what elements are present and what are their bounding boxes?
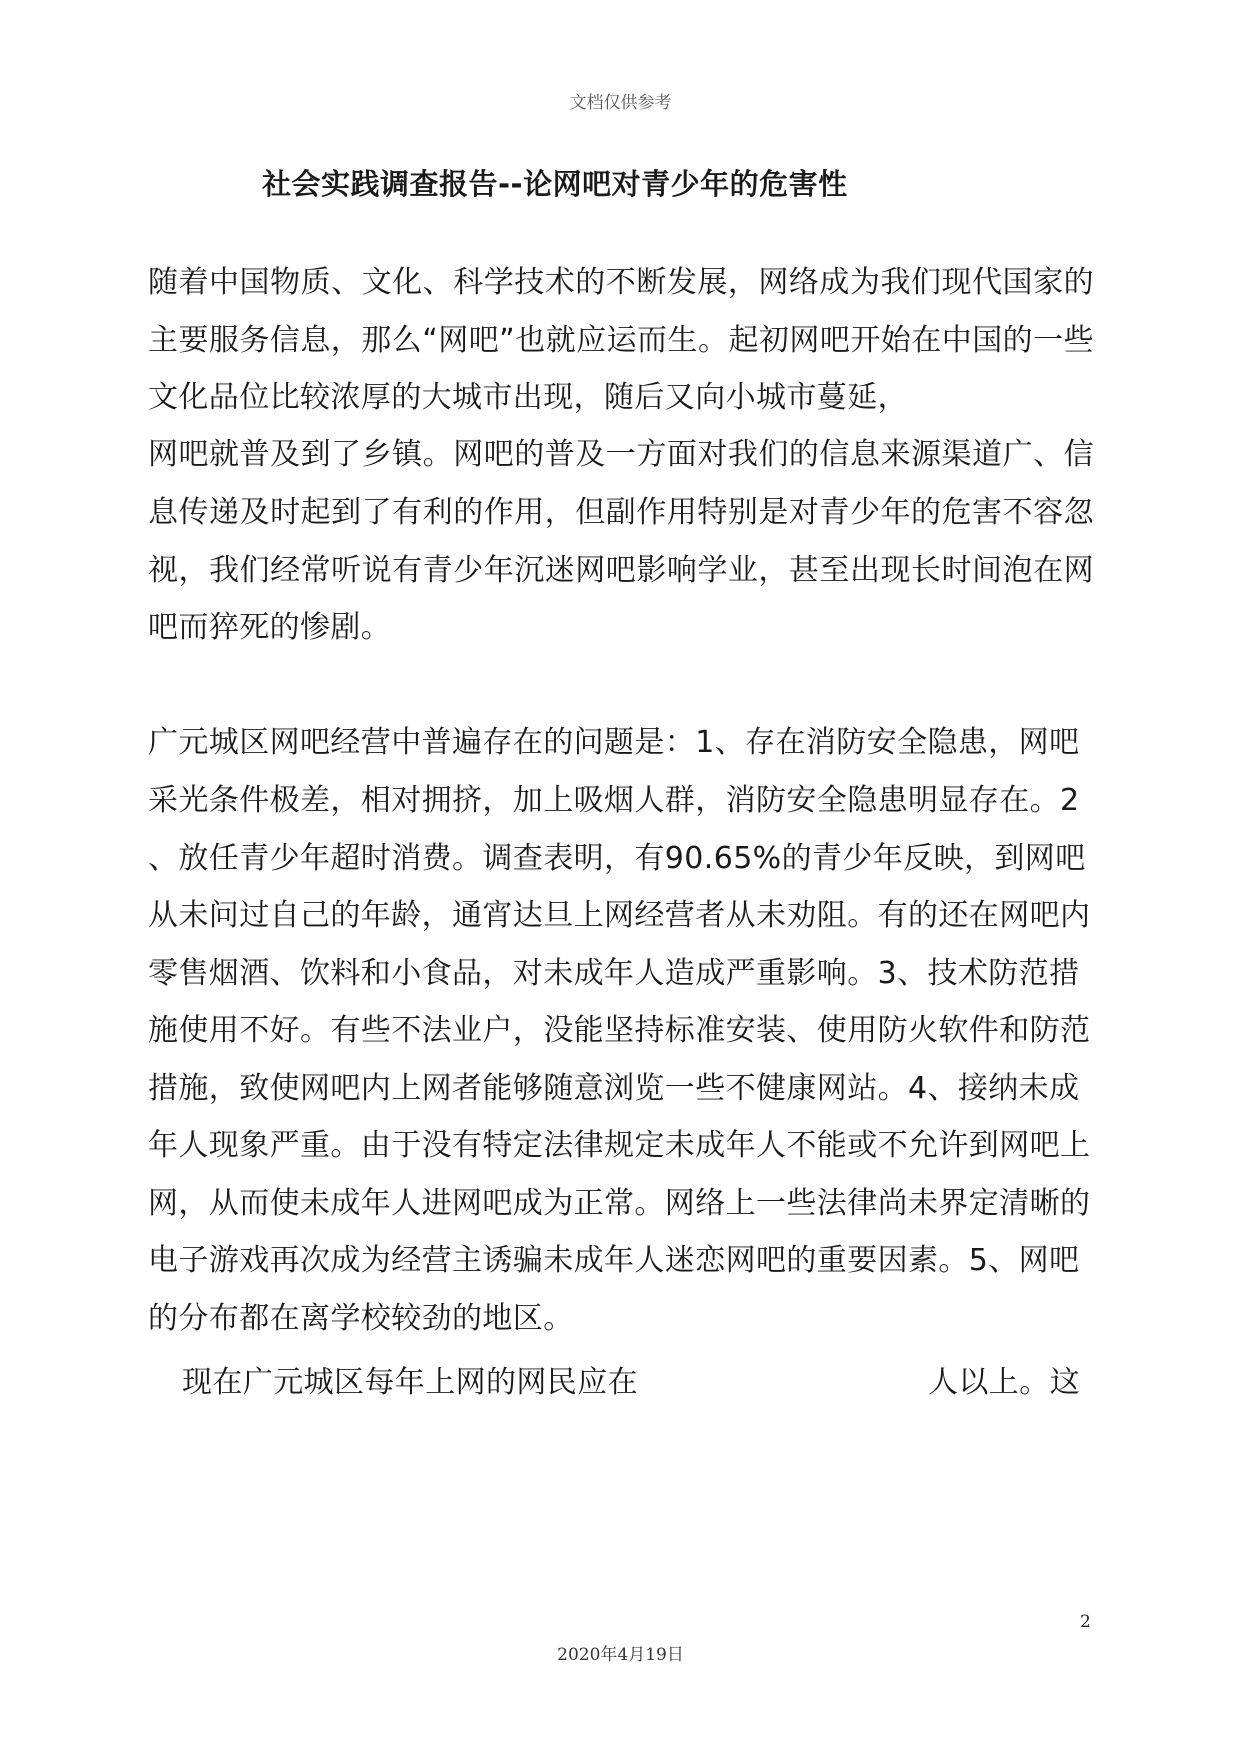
footer-date: 2020年4月19日 — [557, 1645, 684, 1665]
paragraph-line: 年人现象严重。由于没有特定法律规定未成年人不能或不允许到网吧上 — [148, 1128, 1091, 1163]
paragraph-line: 措施，致使网吧内上网者能够随意浏览一些不健康网站。4、接纳未成 — [148, 1071, 1080, 1106]
paragraph-line: 从未问过自己的年龄，通宵达旦上网经营者从未劝阻。有的还在网吧内 — [148, 898, 1091, 933]
paragraph-line: 随着中国物质、文化、科学技术的不断发展，网络成为我们现代国家的 — [148, 265, 1094, 300]
paragraph-line: 广元城区网吧经营中普遍存在的问题是：1、存在消防安全隐患，网吧 — [148, 725, 1080, 760]
paragraph-line: 、放任青少年超时消费。调查表明，有90.65%的青少年反映，到网吧 — [148, 841, 1086, 876]
paragraph-text-end: 人以上。这 — [928, 1365, 1080, 1400]
paragraph-line: 采光条件极差，相对拥挤，加上吸烟人群，消防安全隐患明显存在。2 — [148, 783, 1080, 818]
paragraph-line: 网吧就普及到了乡镇。网吧的普及一方面对我们的信息来源渠道广、信 — [148, 437, 1094, 472]
document-title: 社会实践调查报告--论网吧对青少年的危害性 — [262, 167, 848, 201]
paragraph-line: 文化品位比较浓厚的大城市出现，随后又向小城市蔓延， — [148, 380, 908, 415]
paragraph-line: 主要服务信息，那么“网吧”也就应运而生。起初网吧开始在中国的一些 — [148, 323, 1094, 358]
paragraph-line — [148, 1362, 1094, 1404]
paragraph-line: 施使用不好。有些不法业户，没能坚持标准安装、使用防火软件和防范 — [148, 1013, 1091, 1048]
page-number: 2 — [1080, 1612, 1091, 1632]
paragraph-line: 电子游戏再次成为经营主诱骗未成年人迷恋网吧的重要因素。5、网吧 — [148, 1243, 1080, 1278]
paragraph-line: 吧而猝死的惨剧。 — [148, 610, 392, 645]
page-header: 文档仅供参考 — [569, 93, 672, 113]
paragraph-line: 零售烟酒、饮料和小食品，对未成年人造成严重影响。3、技术防范措 — [148, 956, 1080, 991]
paragraph-line: 网，从而使未成年人进网吧成为正常。网络上一些法律尚未界定清晰的 — [148, 1186, 1091, 1221]
paragraph-text-start: 现在广元城区每年上网的网民应在 — [182, 1365, 638, 1400]
paragraph-line: 视，我们经常听说有青少年沉迷网吧影响学业，甚至出现长时间泡在网 — [148, 553, 1094, 588]
paragraph-line: 的分布都在离学校较劲的地区。 — [148, 1301, 574, 1336]
paragraph-line: 息传递及时起到了有利的作用，但副作用特别是对青少年的危害不容忽 — [148, 495, 1094, 530]
